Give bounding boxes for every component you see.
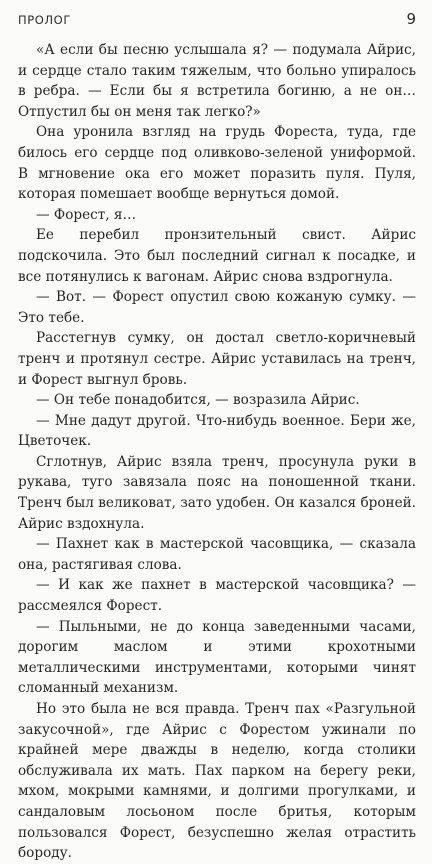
paragraph: «А если бы песню услышала я? — подумала Айрис, и сердце стало таким тяжелым, что больно упиралось в ребра. — Если бы я встретила богиню, а не он… Отпустил бы он меня так легко?» (18, 42, 416, 120)
paragraph: — Форест, я… (36, 206, 137, 223)
paragraph: — Мне дадут другой. Что-нибудь военное. Бери же, Цветочек. (18, 412, 416, 450)
chapter-title: ПРОЛОГ (18, 13, 71, 27)
paragraph: Расстегнув сумку, он достал светло-коричневый тренч и протянул сестре. Айрис уставилась на тренч, и Форест выгнул бровь. (18, 330, 416, 388)
paragraph: — И как же пахнет в мастерской часовщика? — рассмеялся Форест. (18, 577, 416, 615)
paragraph: Но это была не вся правда. Тренч пах «Разгульной закусочной», где Айрис с Форестом ужинали по крайней мере дважды в неделю, когда столики обслуживала их мать. Пах парком на берегу реки, мхом, мокрыми камнями, и долгими прогулками, и сандаловым лосьоном после бритья, которым пользовался Форест, безуспешно желая отрастить бороду. (18, 701, 416, 862)
running-head (18, 10, 416, 40)
page-number: 9 (406, 10, 416, 28)
paragraph: — Вот. — Форест опустил свою кожаную сумку. — Это тебе. (18, 289, 416, 326)
paragraph: Ее перебил пронзительный свист. Айрис подскочила. Это был последний сигнал к посадке, и все потянулись к вагонам. Айрис снова вздрогнула. (18, 227, 416, 285)
paragraph: — Пахнет как в мастерской часовщика, — сказала она, растягивая слова. (18, 536, 416, 573)
paragraph: — Пыльными, не до конца заведенными часами, дорогим маслом и этими крохотными металлическими инструментами, которыми чинят сломанный механизм. (18, 618, 416, 697)
paragraph: Сглотнув, Айрис взяла тренч, просунула руки в рукава, туго завязала пояс на поношенной ткани. Тренч был великоват, зато удобен. Он казался броней. Айрис вздохнула. (18, 453, 416, 532)
paragraph: — Он тебе понадобится, — возразила Айрис. (36, 392, 360, 409)
paragraph: Она уронила взгляд на грудь Фореста, туда, где билось его сердце под оливково-зеленой униформой. В мгновение ока его может поразить пуля. Пуля, которая помешает вообще вернуться домой. (18, 124, 416, 203)
body-text (18, 40, 416, 864)
